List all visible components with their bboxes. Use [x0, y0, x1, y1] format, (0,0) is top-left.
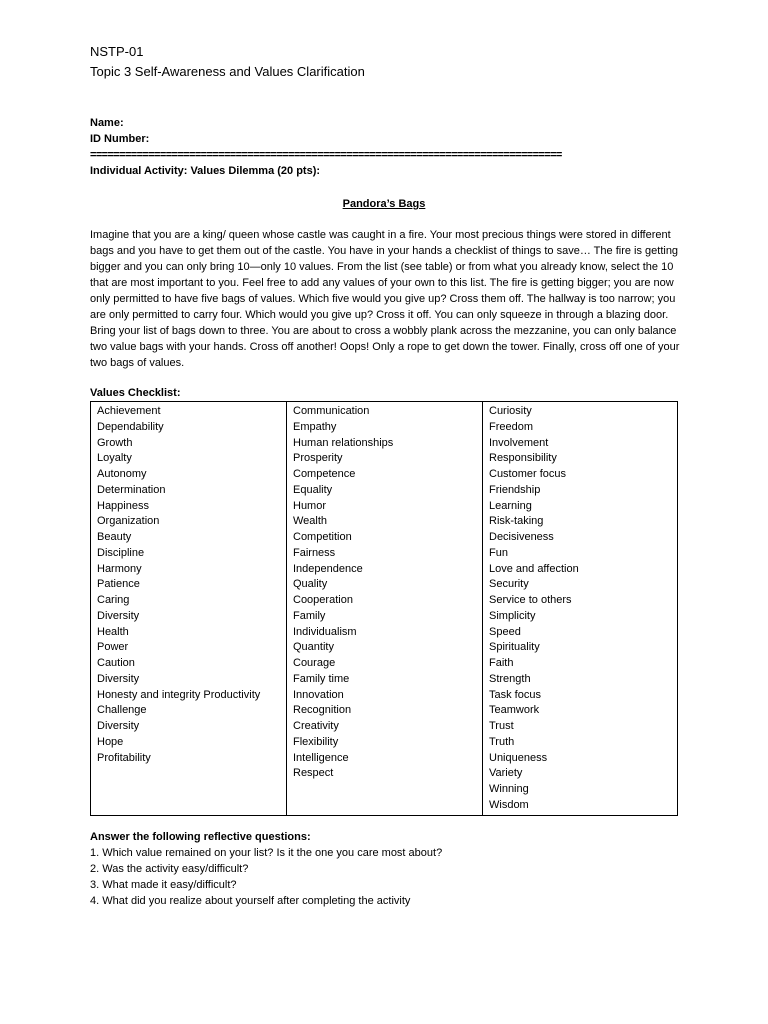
value-item: Equality	[293, 483, 333, 496]
value-item: Spirituality	[489, 641, 540, 654]
value-item: Simplicity	[489, 609, 536, 622]
value-item: Individualism	[293, 625, 357, 638]
value-item: Autonomy	[97, 468, 147, 480]
name-label: Name:	[90, 117, 124, 129]
value-item: Diversity	[97, 672, 140, 685]
value-item: Independence	[293, 562, 363, 575]
value-item: Profitability	[97, 751, 151, 764]
value-item: Communication	[293, 405, 370, 417]
value-item: Diversity	[97, 720, 140, 732]
checklist-label: Values Checklist:	[90, 387, 181, 399]
value-item: Happiness	[97, 499, 149, 512]
questions-list	[90, 845, 442, 909]
value-item: Security	[489, 578, 529, 591]
value-item: Honesty and integrity Productivity	[97, 688, 261, 701]
value-item: Organization	[97, 515, 160, 528]
value-item: Human relationships	[293, 436, 394, 449]
value-item: Flexibility	[293, 735, 339, 748]
value-item: Recognition	[293, 704, 352, 717]
question-item: 2. Was the activity easy/difficult?	[90, 863, 249, 875]
value-item: Patience	[97, 578, 140, 591]
value-item: Risk-taking	[489, 515, 544, 528]
value-item: Decisiveness	[489, 531, 554, 543]
value-item: Creativity	[293, 720, 339, 732]
value-item: Faith	[489, 657, 514, 669]
values-column-1	[91, 402, 287, 816]
section-title: Pandora’s Bags	[342, 198, 426, 210]
value-item: Diversity	[97, 609, 140, 622]
value-item: Competition	[293, 531, 352, 543]
value-item: Caution	[97, 657, 135, 669]
question-item: 1. Which value remained on your list? Is it the one you care most about?	[90, 847, 443, 859]
value-item: Intelligence	[293, 751, 349, 764]
value-item: Uniqueness	[489, 751, 548, 764]
value-item: Friendship	[489, 483, 541, 496]
value-item: Family	[293, 609, 326, 622]
value-item: Respect	[293, 767, 334, 780]
value-item: Quality	[293, 578, 328, 591]
value-item: Growth	[97, 436, 133, 449]
value-item: Winning	[489, 783, 529, 795]
value-item: Wealth	[293, 515, 328, 528]
activity-title: Individual Activity: Values Dilemma (20 pts):	[90, 165, 321, 177]
value-item: Determination	[97, 483, 166, 496]
topic-title: Topic 3 Self-Awareness and Values Clarification	[90, 64, 365, 79]
values-checklist-table	[90, 401, 678, 816]
value-item: Health	[97, 625, 129, 638]
values-column-2	[287, 402, 483, 816]
value-item: Family time	[293, 672, 350, 685]
value-item: Discipline	[97, 546, 145, 559]
value-item: Customer focus	[489, 468, 567, 480]
value-item: Fairness	[293, 546, 336, 559]
value-item: Competence	[293, 468, 356, 480]
value-item: Courage	[293, 657, 336, 669]
value-item: Involvement	[489, 436, 549, 449]
intro-paragraph: Imagine that you are a king/ queen whose castle was caught in a fire. Your most precious things were stored in different bags and you have to get them out of the castle. You have in your hands a checklist of things to save… The fire is getting bigger and you can only bring 10—only 10 values. From the list (see table) or from what you already know, select the 10 that are most important to you. Feel free to add any values of your own to this list. The fire is getting bigger; you are now only permitted to have five bags of values. Which five would you give up? Cross them off. The hallway is too narrow; you are only permitted to carry four. Which would you give up? Cross it off. You can only squeeze in through a blazing door. Bring your list of bags down to three. You are about to cross a wobbly plank across the mezzanine, you can only balance two value bags with your hands. Cross off another! Oops! Only a rope to get down the tower. Finally, cross off one of your two bags of values.	[90, 229, 680, 369]
value-item: Task focus	[489, 688, 541, 701]
value-item: Beauty	[97, 531, 132, 543]
value-item: Speed	[489, 625, 521, 638]
value-item: Cooperation	[293, 594, 353, 606]
value-item: Achievement	[97, 405, 161, 417]
value-item: Dependability	[97, 420, 164, 433]
value-item: Wisdom	[489, 798, 529, 811]
value-item: Empathy	[293, 420, 337, 433]
value-item: Strength	[489, 672, 531, 685]
value-item: Responsibility	[489, 452, 557, 465]
value-item: Quantity	[293, 641, 334, 654]
value-item: Prosperity	[293, 452, 343, 465]
question-item: 4. What did you realize about yourself after completing the activity	[90, 895, 411, 907]
id-number-label: ID Number:	[90, 133, 150, 145]
value-item: Teamwork	[489, 704, 540, 717]
table-row	[91, 402, 678, 816]
value-item: Love and affection	[489, 562, 579, 575]
value-item: Harmony	[97, 562, 142, 575]
values-column-3	[483, 402, 678, 816]
value-item: Hope	[97, 735, 124, 748]
value-item: Innovation	[293, 688, 344, 701]
value-item: Loyalty	[97, 452, 132, 465]
value-item: Trust	[489, 720, 514, 732]
value-item: Challenge	[97, 704, 147, 717]
value-item: Freedom	[489, 420, 534, 433]
course-code: NSTP-01	[90, 44, 144, 59]
value-item: Power	[97, 641, 129, 654]
value-item: Humor	[293, 499, 327, 512]
question-item: 3. What made it easy/difficult?	[90, 879, 237, 891]
questions-label: Answer the following reflective questions:	[90, 831, 311, 843]
value-item: Variety	[489, 767, 523, 780]
value-item: Fun	[489, 546, 508, 559]
value-item: Truth	[489, 735, 515, 748]
separator-line: =================================================================================	[90, 149, 562, 161]
value-item: Service to others	[489, 594, 572, 606]
value-item: Caring	[97, 594, 130, 606]
value-item: Learning	[489, 499, 532, 512]
value-item: Curiosity	[489, 405, 532, 417]
